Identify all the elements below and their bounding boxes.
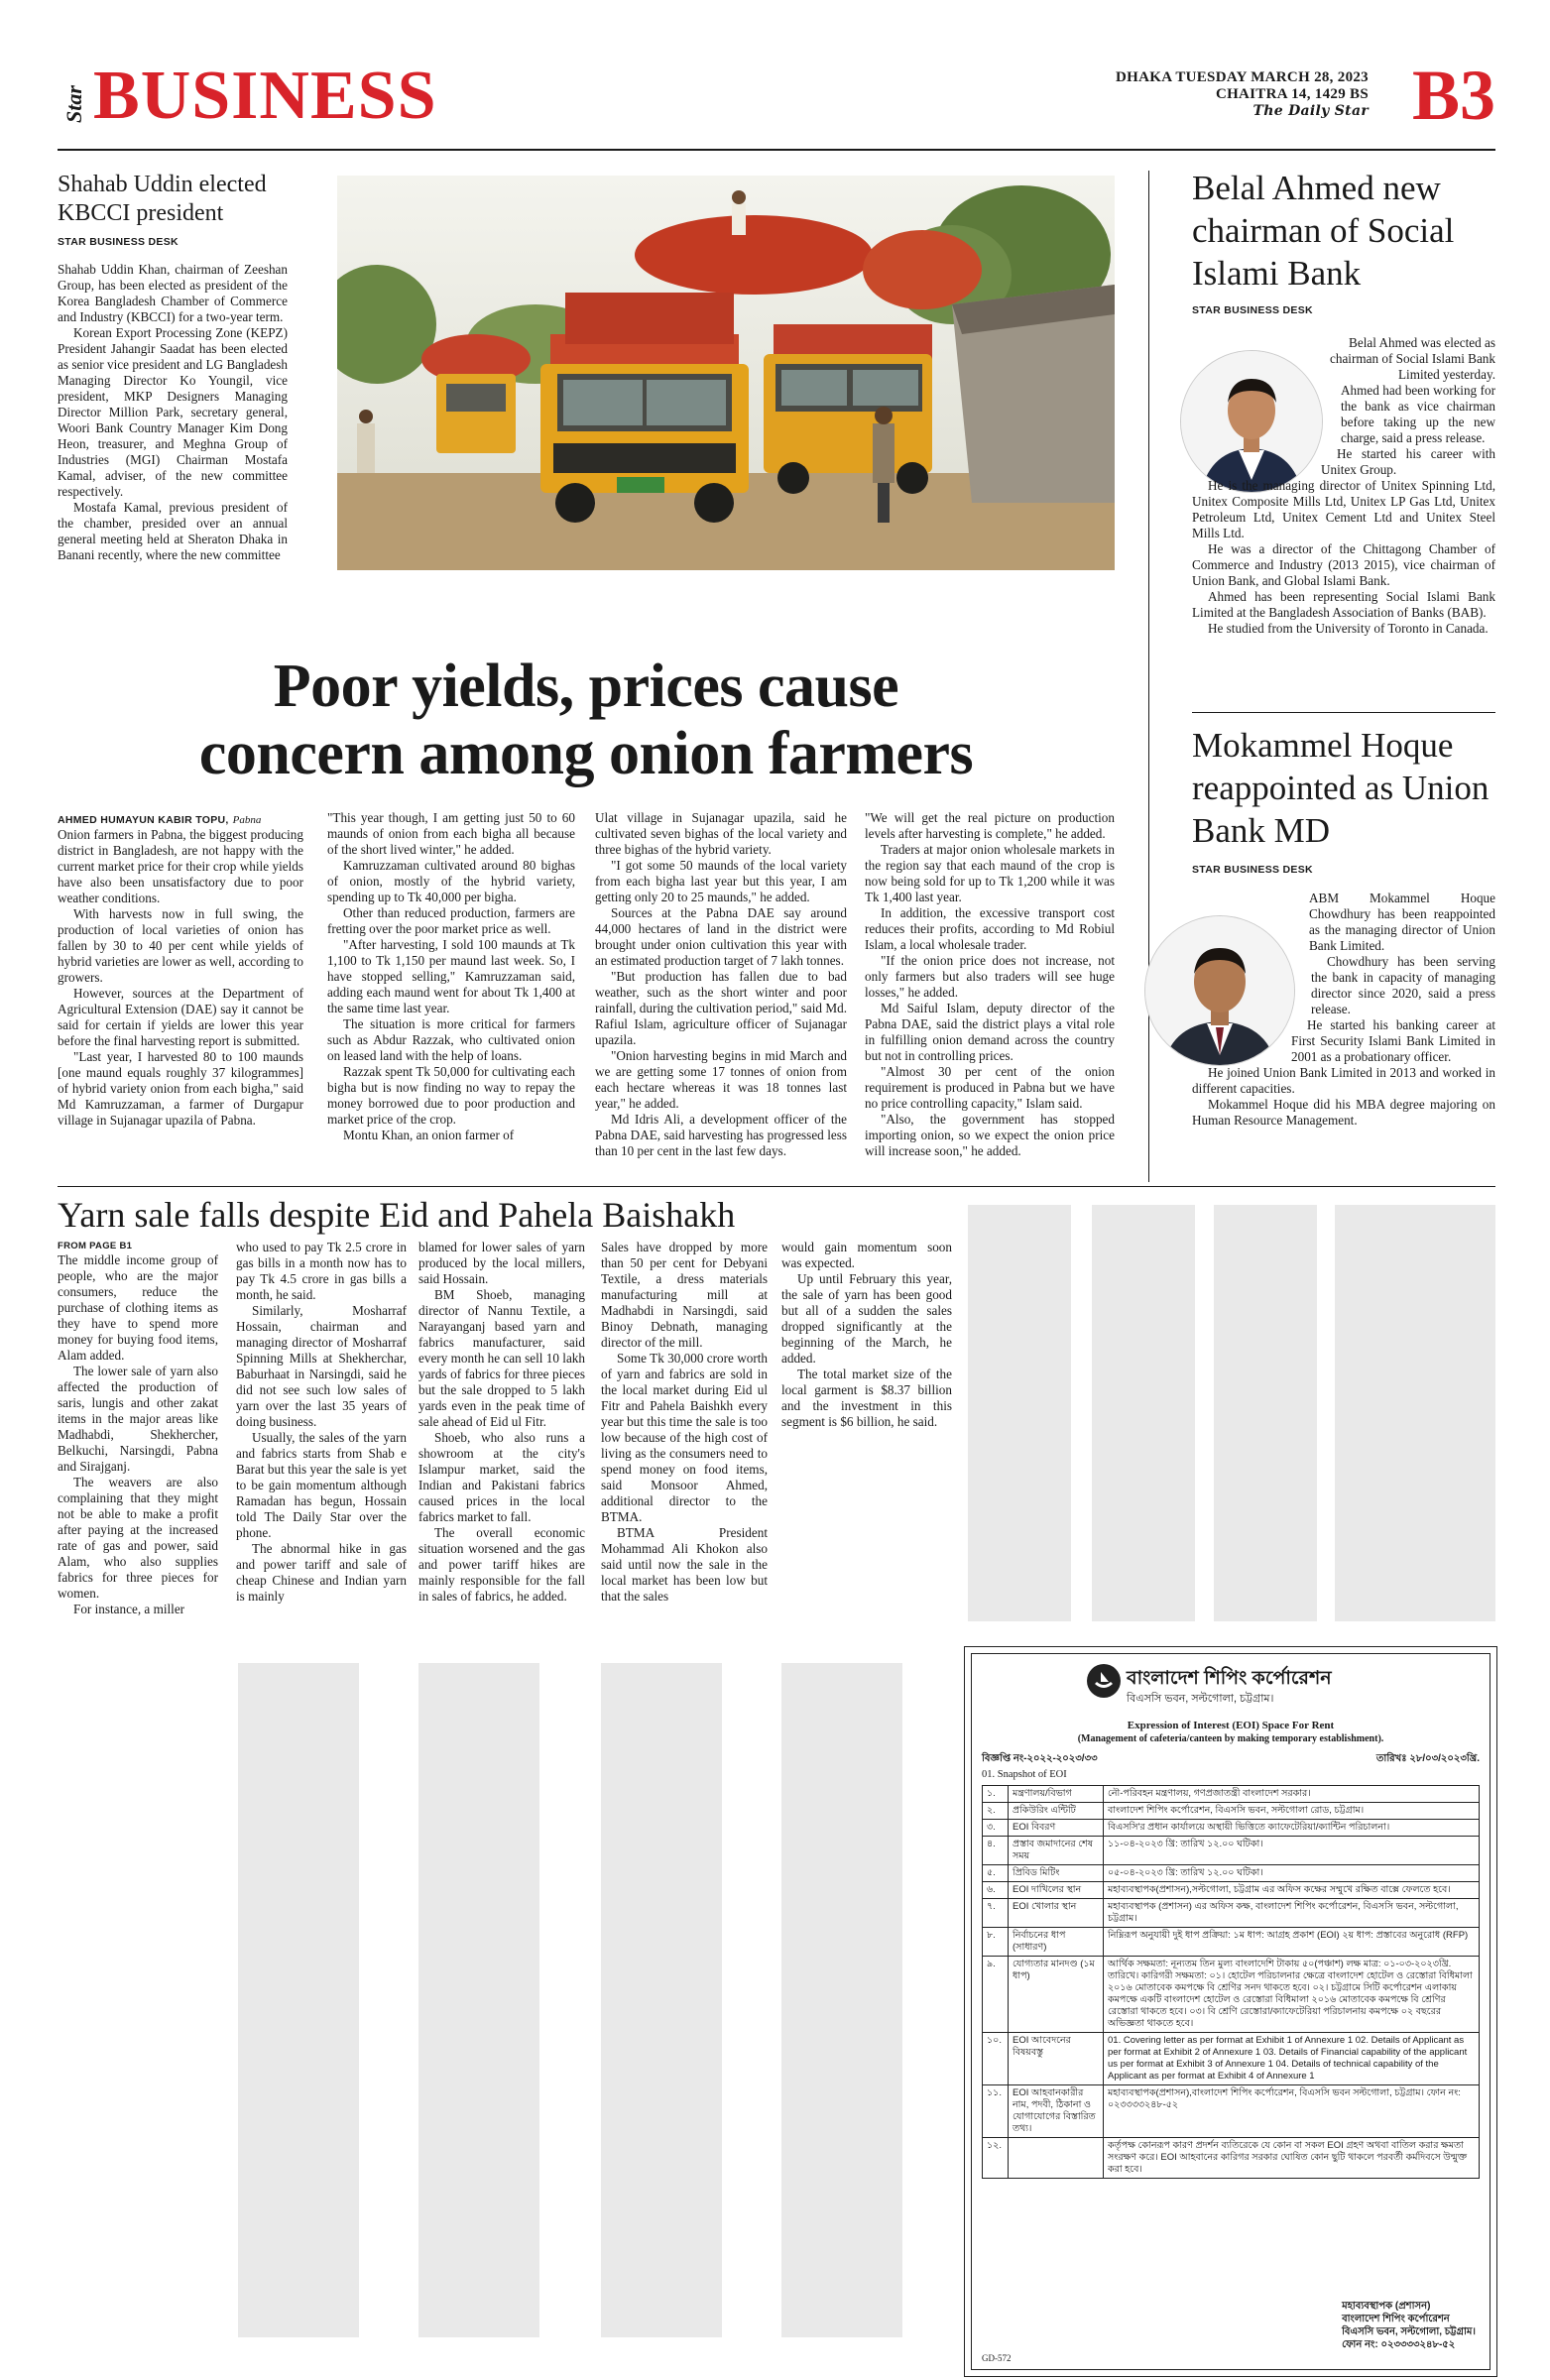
- eoi-cell-v: মহাব্যবস্থাপক(প্রশাসন),সল্টগোলা, চট্টগ্রাম এর অফিস কক্ষের সম্মুখে রক্ষিত বাক্সে ফেলতে হবে।: [1104, 1882, 1480, 1899]
- eoi-table-row: [983, 1957, 1480, 2033]
- eoi-cell-k: যোগ্যতার মানদণ্ড (১ম ধাপ): [1009, 1957, 1104, 2033]
- kbcci-story: [58, 171, 288, 563]
- eoi-cell-v: বাংলাদেশ শিপিং কর্পোরেশন, বিএসসি ভবন, সল্টগোলা রোড, চট্টগ্রাম।: [1104, 1803, 1480, 1820]
- onion-col-1: Onion farmers in Pabna, the biggest producing district in Bangladesh, are not happy with the current market price for their crop while yields have also been unsatisfactory due to poor weather conditions. With harvests now in full swing, the production of local varieties of onion has fallen by 30 to 40 per cent while yields of hybrid varieties are lower as well, according to growers. However, sources at the Department of Agricultural Extension (DAE) say it cannot be said for certain if yields are lower this year before the final harvesting report is submitted. "Last year, I harvested 80 to 100 maunds [one maund equals roughly 37 kilogrammes] of hybrid variety onion from each bigha," said Md Kamruzzaman, a farmer of Durgapur village in Sujanagar upazila of Pabna.: [58, 827, 303, 1128]
- bsc-ad-inner: [971, 1653, 1490, 2370]
- eoi-cell-k: EOI বিবরণ: [1009, 1820, 1104, 1837]
- yarn-headline: Yarn sale falls despite Eid and Pahela Baishakh: [58, 1195, 736, 1235]
- yarn-col-2: who used to pay Tk 2.5 crore in gas bills in a month now has to pay Tk 4.5 crore in gas bills a month, he said. Similarly, Mosharraf Hossain, chairman and managing director of Mosharraf Spinning Mills at Shekherchar, Baburhaat in Narsingdi, said he did not see such low sales of yarn over the last 35 years of doing business. Usually, the sales of the yarn and fabrics starts from Shab e Barat but this year the sale is yet to be gain momentum although Ramadan has begun, Hossain told The Daily Star over the phone. The abnormal hike in gas and power tariff and sale of cheap Chinese and Indian yarn is mainly: [236, 1240, 407, 1604]
- eoi-cell-n: ১২.: [983, 2138, 1009, 2179]
- eoi-cell-v: মহাব্যবস্থাপক (প্রশাসন) এর অফিস কক্ষ, বাংলাদেশ শিপিং কর্পোরেশন, বিএসসি ভবন, সল্টগোলা, চট্টগ্রাম।: [1104, 1899, 1480, 1928]
- belal-body: Belal Ahmed was elected as chairman of Social Islami Bank Limited yesterday. Ahmed had been working for the bank as vice chairman before taking up the new charge, said a press release. He started his career with Unitex Group. He is the managing director of Unitex Spinning Ltd, Unitex Composite Mills Ltd, Unitex LP Gas Ltd, Unitex Petroleum Ltd, Unitex Cement Ltd and Unitex Steel Mills Ltd. He was a director of the Chittagong Chamber of Commerce and Industry (2013 2015), vice chairman of Union Bank, and Global Islami Bank. Ahmed has been representing Social Islami Bank Limited at the Bangladesh Association of Banks (BAB). He studied from the University of Toronto in Canada.: [1192, 335, 1495, 636]
- eoi-table-row: [983, 1820, 1480, 1837]
- eoi-table-row: [983, 1837, 1480, 1865]
- onion-byline: AHMED HUMAYUN KABIR TOPU, Pabna: [58, 814, 262, 826]
- eoi-table-row: [983, 1928, 1480, 1957]
- eoi-date: তারিখঃ ২৮/০৩/২০২৩খ্রি.: [1375, 1753, 1480, 1764]
- eoi-title: Expression of Interest (EOI) Space For Rent: [1127, 1720, 1335, 1731]
- eoi-cell-k: প্রকিউরিং এন্টিটি: [1009, 1803, 1104, 1820]
- eoi-cell-n: ১১.: [983, 2085, 1009, 2138]
- yarn-col-3: blamed for lower sales of yarn produced by the local millers, said Hossain. BM Shoeb, managing director of Nannu Textile, a Narayanganj based yarn and fabrics manufacturer, said every month he can sell 10 lakh yards of fabrics for three pieces but the sale dropped to 5 lakh yards even in the peak time of sale ahead of Eid ul Fitr. Shoeb, who also runs a showroom at the city's Islampur market, said the Indian and Pakistani fabrics caused prices in the local fabrics market to fall. The overall economic situation worsened and the gas and power tariff hikes are mainly responsible for the fall in sales of fabrics, he added.: [418, 1240, 585, 1604]
- page-number: B3: [1411, 56, 1495, 135]
- mokammel-byline: STAR BUSINESS DESK: [1192, 864, 1313, 876]
- eoi-cell-n: ১০.: [983, 2033, 1009, 2085]
- eoi-cell-n: ৯.: [983, 1957, 1009, 2033]
- eoi-cell-k: EOI আহবানকারীর নাম, পদবী, ঠিকানা ও যোগাযোগের বিস্তারিত তথ্য।: [1009, 2085, 1104, 2138]
- eoi-cell-v: নৌ-পরিবহন মন্ত্রণালয়, গণপ্রজাতন্ত্রী বাংলাদেশ সরকার।: [1104, 1786, 1480, 1803]
- kbcci-headline: Shahab Uddin elected KBCCI president: [58, 172, 267, 226]
- section-title: BUSINESS: [93, 58, 437, 134]
- eoi-snapshot-label: 01. Snapshot of EOI: [982, 1769, 1067, 1780]
- eoi-table-row: [983, 1803, 1480, 1820]
- eoi-table-row: [983, 1882, 1480, 1899]
- paper-name: The Daily Star: [1252, 103, 1369, 119]
- masthead-rule: [58, 149, 1495, 151]
- eoi-cell-n: ১.: [983, 1786, 1009, 1803]
- yarn-col-4: Sales have dropped by more than 50 per cent for Debyani Textile, a dress materials manufacturing mill at Madhabdi in Narsingdi, said Binoy Debnath, managing director of the mill. Some Tk 30,000 crore worth of yarn and fabrics are sold in the local market during Eid ul Fitr and Pahela Baishkh every year but this time the sale is too low because of the high cost of living as the consumers need to spend money on food items, said Monsoor Ahmed, additional director to the BTMA. BTMA President Mohammad Ali Khokon also said until now the sale in the local market has been low but that the sales: [601, 1240, 768, 1604]
- eoi-cell-v: নিম্নিরূপ অনুযায়ী দুই ধাপ প্রক্রিয়া: ১ম ধাপ: আগ্রহ প্রকাশ (EOI) ২য় ধাপ: প্রস্তাবের অনুরোধ (RFP): [1104, 1928, 1480, 1957]
- eoi-table-row: [983, 1899, 1480, 1928]
- right-column-rule: [1148, 171, 1149, 1182]
- eoi-cell-n: ৫.: [983, 1865, 1009, 1882]
- eoi-cell-v: ০৫-০৪-২০২৩ খ্রি: তারিখ ১২.০০ ঘটিকা।: [1104, 1865, 1480, 1882]
- eoi-cell-n: ৬.: [983, 1882, 1009, 1899]
- bsc-logo-icon: [1087, 1664, 1121, 1698]
- eoi-cell-k: [1009, 2138, 1104, 2179]
- onion-col-3: Ulat village in Sujanagar upazila, said he cultivated seven bighas of the local variety and three bighas of the hybrid variety. "I got some 50 maunds of the local variety from each bigha last year but this year, I am getting only 20 to 25 maunds," he added. Sources at the Pabna DAE say around 44,000 hectares of land in the district were brought under onion cultivation this year with an estimated production target of 7 lakh tonnes. "But production has fallen due to bad weather, such as the short winter and poor rainfall, during the cultivation period," said Md. Rafiul Islam, agriculture officer of Sujanagar upazila. "Onion harvesting begins in mid March and we are getting some 17 tonnes of onion from each hectare whereas it was 18 tonnes last year," he added. Md Idris Ali, a development officer of the Pabna DAE, said harvesting has progressed less than 10 per cent in the last few days.: [595, 810, 847, 1158]
- dateline: DHAKA TUESDAY MARCH 28, 2023 CHAITRA 14, 1429 BS The Daily Star: [1116, 69, 1369, 119]
- eoi-table-row: [983, 2085, 1480, 2138]
- kbcci-body: Shahab Uddin Khan, chairman of Zeeshan Group, has been elected as president of the Korea Bangladesh Chamber of Commerce and Industry (KBCCI) for a two-year term. Korean Export Processing Zone (KEPZ) President Jahangir Saadat has been elected as senior vice president and LG Bangladesh Managing Director Ko Youngil, vice president, MKP Designers Managing Director Million Park, secretary general, Woori Bank Country Manager Kim Dong Heon, treasurer, and Meghna Group of Industries (MGI) Chairman Mostafa Kamal, adviser, of the new committee respectively. Mostafa Kamal, previous president of the chamber, presided over an annual general meeting held at Sheraton Dhaka in Banani recently, where the new committee: [58, 262, 288, 562]
- onion-col-2: "This year though, I am getting just 50 to 60 maunds of onion from each bigha all because of the short lived winter," he added. Kamruzzaman cultivated around 80 bighas of onion, mostly of the hybrid variety, spending up to Tk 40,000 per bigha. Other than reduced production, farmers are fretting over the poor market price as well. "After harvesting, I sold 100 maunds at Tk 1,100 to Tk 1,150 per maund last week. So, I have stopped selling," Kamruzzaman said, adding each maund went for about Tk 1,400 at the same time last year. The situation is more critical for farmers such as Abdur Razzak, who cultivated onion on leased land with the help of loans. Razzak spent Tk 50,000 for cultivating each bigha but is now finding no way to repay the money borrowed due to poor production and market price of the crop. Montu Khan, an onion farmer of: [327, 810, 575, 1142]
- ad-placeholder-top-3: [1214, 1205, 1317, 1621]
- bsc-org-name: বাংলাদেশ শিপিং কর্পোরেশন: [1127, 1668, 1332, 1689]
- gd-number: GD-572: [982, 2353, 1012, 2363]
- onion-col-4: "We will get the real picture on production levels after harvesting is complete," he added. Traders at major onion wholesale markets in the region say that each maund of the crop is now being sold for up to Tk 1,200 while it was Tk 1,400 last year. In addition, the excessive transport cost reduces their profits, according to Md Robiul Islam, a local wholesale trader. "If the onion price does not increase, not only farmers but also traders will see huge losses," he added. Md Saiful Islam, deputy director of the Pabna DAE, said the district plays a vital role in fulfilling onion demand across the country but not in controlling prices. "Almost 30 per cent of the onion requirement is produced in Pabna but we have no price controlling capacity," Islam said. "Also, the government has stopped importing onion, so we expect the onion price will increase soon," he added.: [865, 810, 1115, 1158]
- eoi-cell-n: ২.: [983, 1803, 1009, 1820]
- eoi-cell-n: ৪.: [983, 1837, 1009, 1865]
- lower-section-rule: [58, 1186, 1495, 1187]
- ad-placeholder-bottom-2: [418, 1663, 539, 2337]
- ad-placeholder-bottom-4: [781, 1663, 902, 2337]
- bsc-eoi-advertisement: [964, 1646, 1497, 2377]
- eoi-cell-v: মহাব্যবস্থাপক(প্রশাসন),বাংলাদেশ শিপিং কর্পোরেশন, বিএসসি ভবন সল্টগোলা, চট্টগ্রাম। ফোন নং: ০২৩৩৩৩২৪৮-৫২: [1104, 2085, 1480, 2138]
- onion-headline: Poor yields, prices cause concern among onion farmers: [198, 653, 974, 787]
- mokammel-headline: Mokammel Hoque reappointed as Union Bank MD: [1192, 726, 1490, 850]
- eoi-table-row: [983, 2138, 1480, 2179]
- ad-placeholder-top-4: [1335, 1205, 1495, 1621]
- kbcci-byline: STAR BUSINESS DESK: [58, 236, 179, 248]
- eoi-table-row: [983, 1865, 1480, 1882]
- belal-headline: Belal Ahmed new chairman of Social Islami Bank: [1192, 169, 1455, 293]
- eoi-subtitle: (Management of cafeteria/canteen by making temporary establishment).: [1077, 1733, 1384, 1744]
- eoi-snapshot-table: [982, 1785, 1480, 2179]
- yarn-col-5: would gain momentum soon was expected. Up until February this year, the sale of yarn has been good but all of a sudden the sales dropped significantly at the beginning of the March, he added. The total market size of the local garment is $8.37 billion and the investment in this segment is $6 billion, he said.: [781, 1240, 952, 1429]
- bsc-address: বিএসসি ভবন, সল্টগোলা, চট্টগ্রাম।: [1127, 1693, 1274, 1705]
- star-logo: Star: [61, 85, 86, 123]
- ad-placeholder-top-2: [1092, 1205, 1195, 1621]
- mokammel-story: [1192, 724, 1495, 886]
- eoi-cell-k: EOI খোলার স্থান: [1009, 1899, 1104, 1928]
- mokammel-body: ABM Mokammel Hoque Chowdhury has been reappointed as the managing director of Union Bank Limited. Chowdhury has been serving the bank in capacity of managing director since 2020, said a press release. He started his banking career at First Security Islami Bank Limited in 2001 as a probationary officer. He joined Union Bank Limited in 2013 and worked in different capacities. Mokammel Hoque did his MBA degree majoring on Human Resource Management.: [1192, 891, 1495, 1128]
- belal-story: [1192, 167, 1495, 326]
- ad-placeholder-bottom-3: [601, 1663, 722, 2337]
- eoi-cell-k: নির্বাচনের ধাপ (সাধারণ): [1009, 1928, 1104, 1957]
- eoi-table-row: [983, 2033, 1480, 2085]
- eoi-cell-n: ৩.: [983, 1820, 1009, 1837]
- eoi-cell-v: 01. Covering letter as per format at Exhibit 1 of Annexure 1 02. Details of Applicant as per format at Exhibit 2 of Annexure 1 03. Details of Financial capability of the applicant us per format at Exhibit 3 of Annexure 1 04. Details of technical capability of the Applicant as per format at Exhibit 4 of Annexure 1: [1104, 2033, 1480, 2085]
- ad-placeholder-bottom-1: [238, 1663, 359, 2337]
- eoi-cell-k: প্রিবিড মিটিং: [1009, 1865, 1104, 1882]
- belal-divider: [1192, 712, 1495, 713]
- belal-byline: STAR BUSINESS DESK: [1192, 304, 1313, 316]
- eoi-cell-k: মন্ত্রণালয়/বিভাগ: [1009, 1786, 1104, 1803]
- onion-trucks-illustration: [337, 176, 1115, 570]
- eoi-table-row: [983, 1786, 1480, 1803]
- eoi-cell-v: ১১-০৪-২০২৩ খ্রি: তারিখ ১২.০০ ঘটিকা।: [1104, 1837, 1480, 1865]
- eoi-cell-k: EOI দাখিলের স্থান: [1009, 1882, 1104, 1899]
- eoi-cell-v: আর্থিক সক্ষমতা: নূন্যতম তিন মুল্য বাংলাদেশি টাকায় ৫০(পঞ্চাশ) লক্ষ মাত্র: ০১-০৩-২০২৩খ্রি. তারিখে। কারিগরী সক্ষমতা: ০১। হোটেল পরিচালনার ক্ষেত্রে বাংলাদেশ হোটেল ও রেস্তোরা বিধিমালা ২০১৬ মোতাবেক কমপক্ষে বি শ্রেণির সনদ থাকতে হবে। ০২। চট্টগ্রামে সিটি কর্পোরেশন এলাকায় কমপক্ষে একটি বাংলাদেশ হোটেল ও রেস্তোরা বিধিমালা ২০১৬ মোতাবেক কমপক্ষে বি শ্রেণির রেস্তোরা থাকতে হবে। ০৩। বি শ্রেণি রেস্তোরা/ক্যাফেটেরিয়া পরিচালনায় কমপক্ষে ০২ বছরের অভিজ্ঞতা থাকতে হবে।: [1104, 1957, 1480, 2033]
- ad-placeholder-top-1: [968, 1205, 1071, 1621]
- eoi-cell-k: EOI আবেদনের বিষয়বস্তু: [1009, 2033, 1104, 2085]
- eoi-cell-n: ৮.: [983, 1928, 1009, 1957]
- eoi-cell-k: প্রস্তাব জমাদানের শেষ সময়: [1009, 1837, 1104, 1865]
- masthead: [58, 58, 1495, 137]
- eoi-cell-n: ৭.: [983, 1899, 1009, 1928]
- eoi-signature: মহাব্যবস্থাপক (প্রশাসন) বাংলাদেশ শিপিং কর্পোরেশন বিএসসি ভবন, সল্টগোলা, চট্টগ্রাম। ফোন নং: ০২৩৩৩৩২৪৮-৫২: [1342, 2301, 1476, 2350]
- yarn-col-1: The middle income group of people, who are the major consumers, reduce the purchase of clothing items as they have to spend more money for buying food items, Alam added. The lower sale of yarn also affected the production of saris, lungis and other zakat items in the major areas like Madhabdi, Shekhercher, Belkuchi, Narsingdi, Pabna and Sirajganj. The weavers are also complaining that they might not be able to make a profit after paying at the increased rate of gas and power, said Alam, who also supplies fabrics for three pieces for women. For instance, a miller: [58, 1252, 218, 1616]
- eoi-ref-no: বিজ্ঞপ্তি নং-২০২২-২০২৩/৩৩: [982, 1753, 1098, 1764]
- eoi-cell-v: কর্তৃপক্ষ কোনরূপ কারণ প্রদর্শন ব্যতিরেকে যে কোন বা সকল EOI গ্রহণ অথবা বাতিল করার ক্ষমতা সংরক্ষণ করে। EOI আহবানের কারিগর সরকার ঘোষিত কোন ছুটি থাকলে পরবর্তী কর্মদিবসে উন্মুক্ত করা হবে।: [1104, 2138, 1480, 2179]
- onion-trucks-photo: [337, 176, 1115, 570]
- eoi-table-wrap: [982, 1785, 1480, 2179]
- bsc-logo: [1087, 1664, 1121, 1698]
- eoi-cell-v: বিএসসি'র প্রধান কার্যালয়ে অস্থায়ী ভিত্তিতে ক্যাফেটেরিয়া/ক্যান্টিন পরিচালনা।: [1104, 1820, 1480, 1837]
- yarn-from-page: FROM PAGE B1: [58, 1241, 133, 1251]
